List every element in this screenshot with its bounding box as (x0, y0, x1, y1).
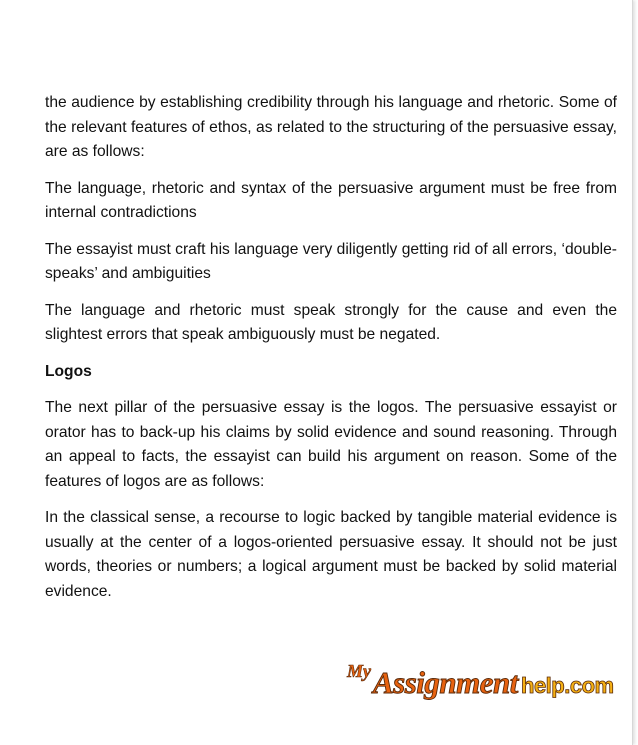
logo-main: Assignment (373, 665, 518, 700)
paragraph-logos-intro: The next pillar of the persuasive essay is the logos. The persuasive essayist or orator has to back-up his claims by solid evidence and sound reasoning. Through an appeal to facts, the essayist can build his argument on reason. Some of the features of logos are as follows: (45, 399, 617, 490)
myassignmenthelp-logo (345, 655, 620, 705)
section-heading-logos: Logos (45, 362, 92, 380)
logo-prefix: My (347, 661, 371, 681)
logo-suffix: help.com (521, 673, 614, 698)
paragraph-ethos-point-1: The language, rhetoric and syntax of the persuasive argument must be free from internal contradictions (45, 179, 617, 221)
paragraph-ethos-point-3: The language and rhetoric must speak strongly for the cause and even the slightest errors that speak ambiguously must be negated. (45, 301, 617, 343)
document-body (45, 91, 617, 616)
paragraph-ethos-point-2: The essayist must craft his language very diligently getting rid of all errors, ‘double-speaks’ and ambiguities (45, 240, 617, 282)
paragraph-ethos-intro: the audience by establishing credibility through his language and rhetoric. Some of the relevant features of ethos, as related to the structuring of the persuasive essay, are as follows: (45, 94, 617, 160)
paragraph-logos-point-1: In the classical sense, a recourse to logic backed by tangible material evidence is usually at the center of a logos-oriented persuasive essay. It should not be just words, theories or numbers; a logical argument must be backed by solid material evidence. (45, 509, 617, 600)
